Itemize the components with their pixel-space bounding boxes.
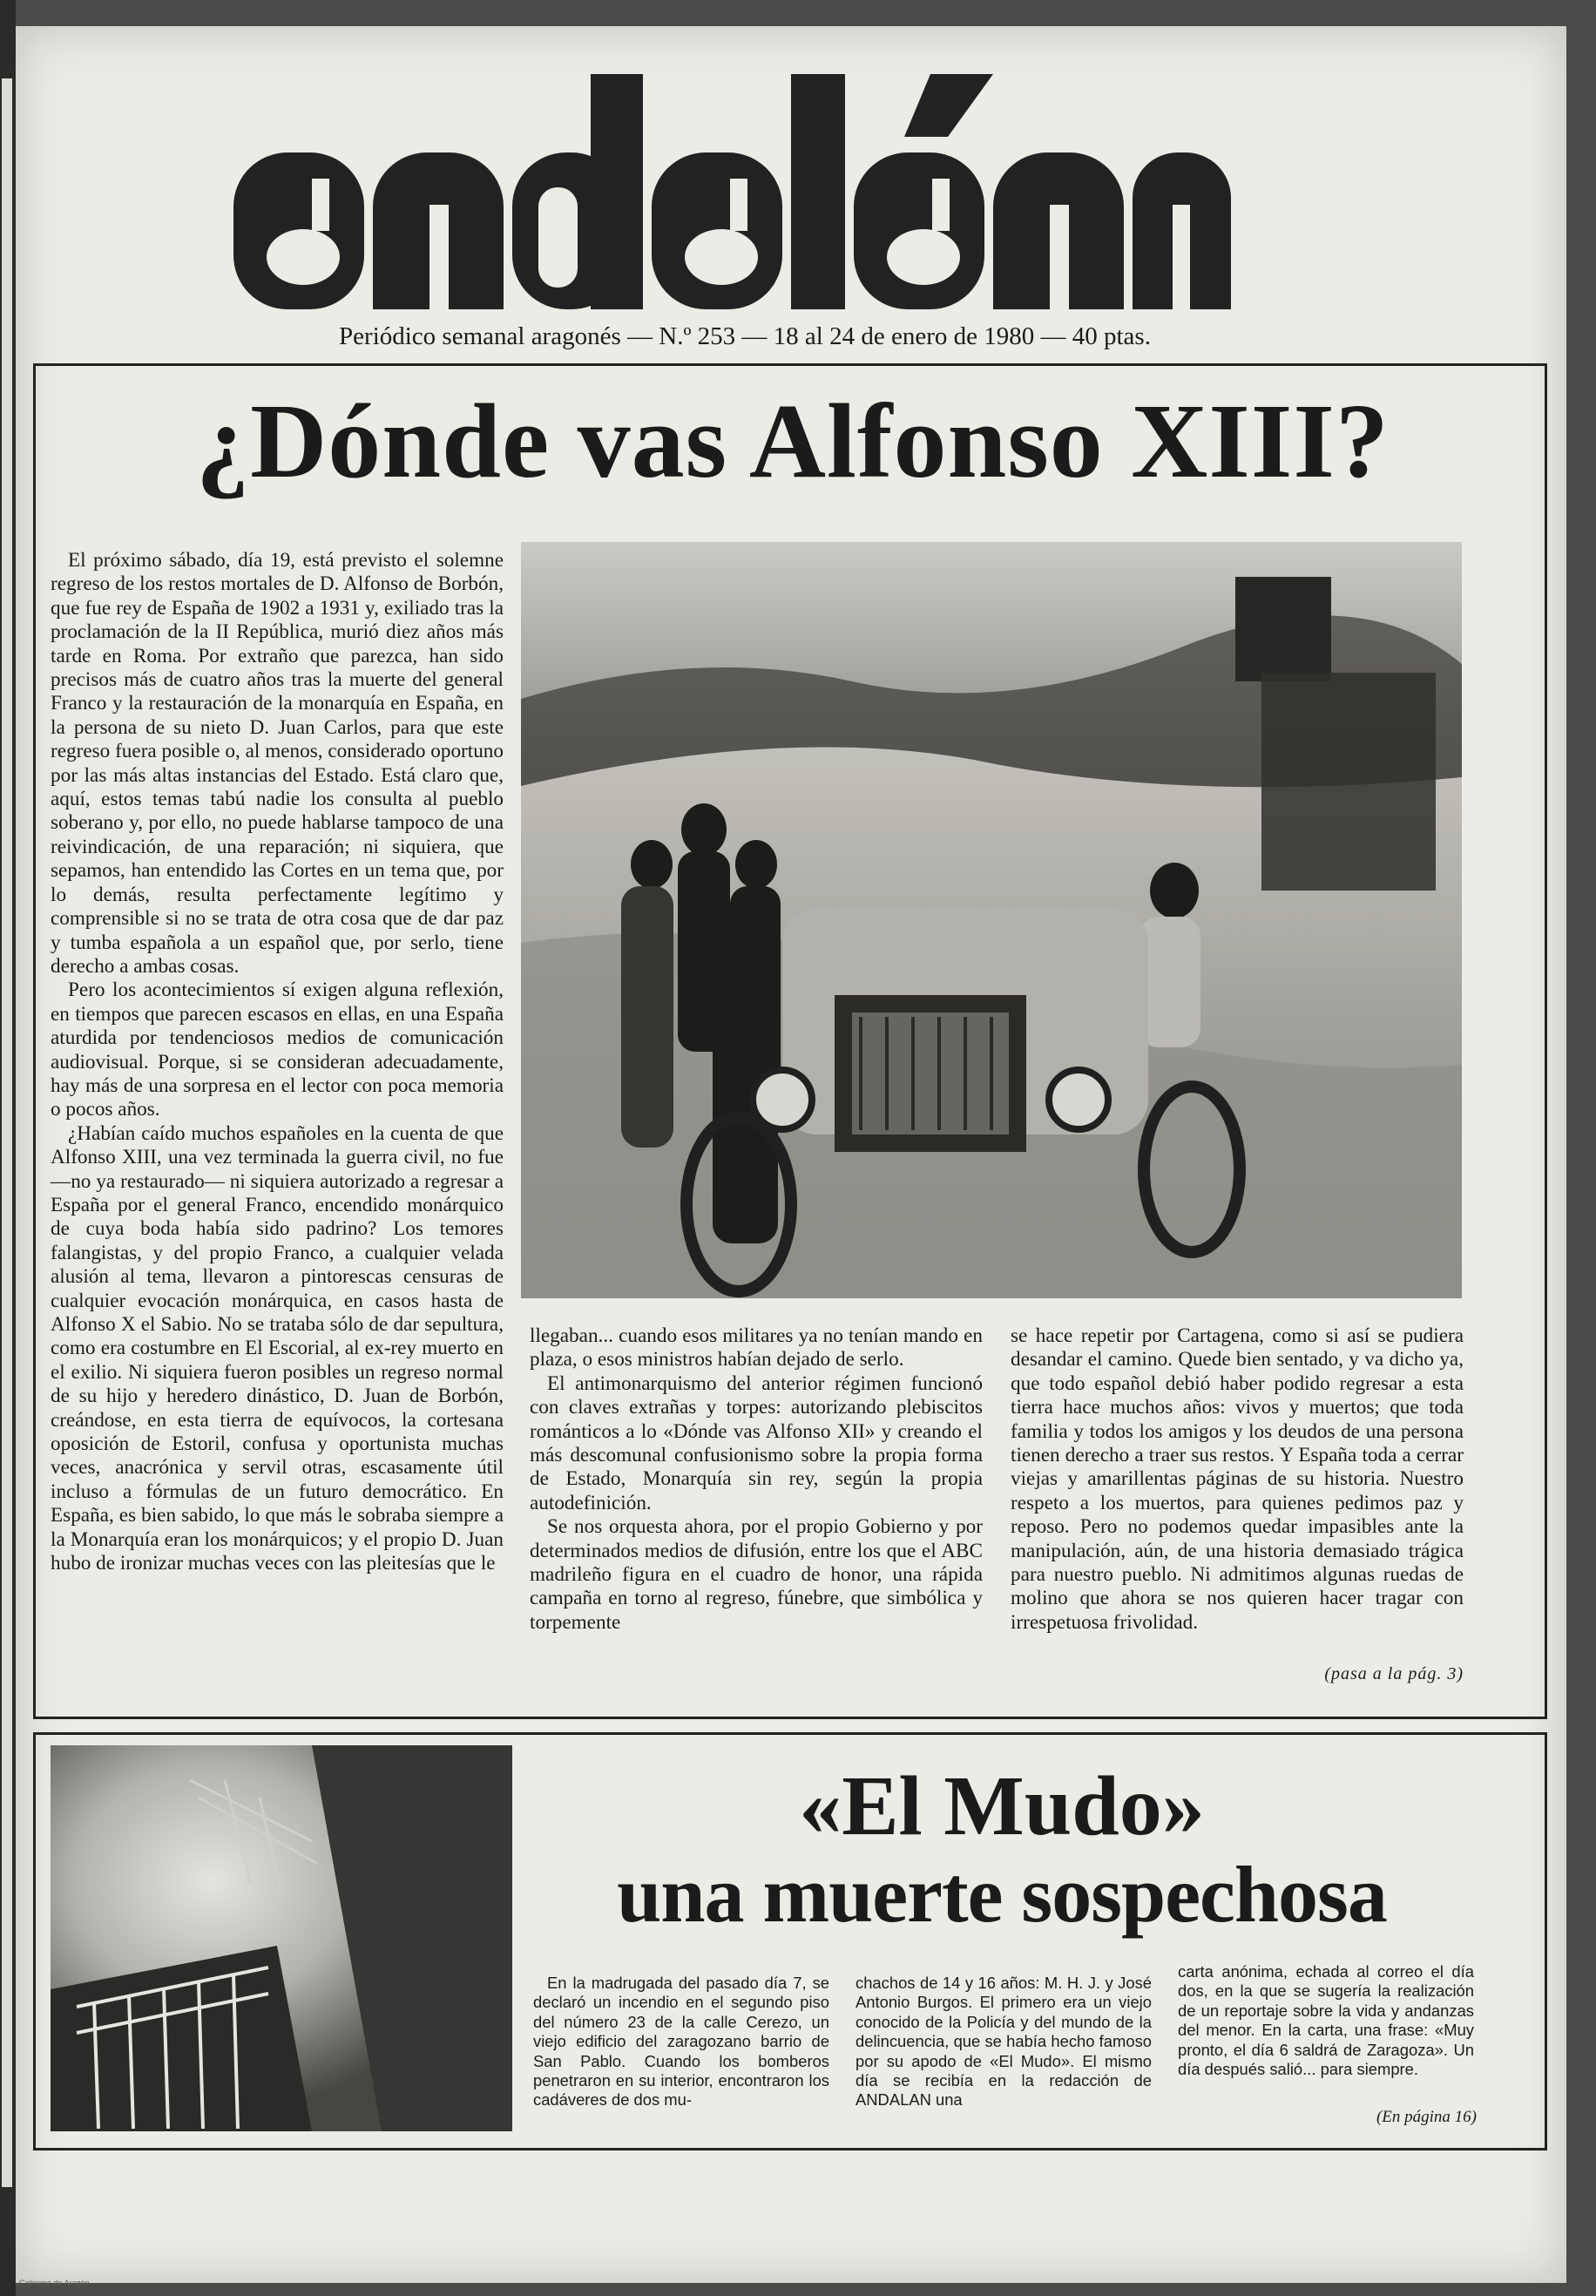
adjacent-page-strip [2, 78, 12, 2187]
second-headline-line-2: una muerte sospechosa [617, 1850, 1387, 1939]
second-column-1: En la madrugada del pasado día 7, se declaró un incendio en el segundo piso del número 23 de la calle Cerezo, un viejo edificio del zaragozano barrio de San Pablo. Cuando los bomberos penetraron en su interior, encontraron los cadáveres de dos mu- [533, 1974, 829, 2110]
lead-column-1 [51, 549, 504, 1699]
lead-col1-para-3: ¿Habían caído muchos españoles en la cuenta de que Alfonso XIII, una vez terminada la guerra civil, no fue —no ya restaurado— ni siquiera autorizado a regresar a España por el general Franco, encendido monárquico de cuya boda había sido padrino? Los temores falangistas, y del propio Franco, a cualquier velada alusión al tema, llevaron a pintorescas censuras de cualquier evocación monárquica, en casos hasta de Alfonso X el Sabio. No se trataba sólo de dar sepultura, como era costumbre en El Escorial, al ex-rey muerto en el exilio. Ni siquiera fueron posibles un regreso normal de su hijo y heredero dinástico, D. Juan de Borbón, creándose, en esta tierra de equívocos, la cortesana oposición de Estoril, confusa y oportunista muchas veces, anacrónica y servil otras, escasamente útil incluso a fórmulas de un futuro democrático. En España, es bien sabido, lo que más le sobraba siempre a la Monarquía eran los monárquicos; y el propio D. Juan hubo de ironizar muchas veces con las pleitesías que le [51, 1121, 504, 1575]
second-column-2: chachos de 14 y 16 años: M. H. J. y José Antonio Burgos. El primero era un viejo conocido de la Policía y del mundo de la delincuencia, que se había hecho famoso por su apodo de «El Mudo». El mismo día se recibía en la redacción de ANDALAN una [855, 1974, 1152, 2110]
lead-col2-para-1: llegaban... cuando esos militares ya no tenían mando en plaza, o esos ministros habían dejado de serlo. [530, 1324, 983, 1372]
lead-column-3 [1011, 1324, 1464, 1664]
second-continuation: (En página 16) [1376, 2108, 1477, 2126]
lead-col1-para-1: El próximo sábado, día 19, está previsto el solemne regreso de los restos mortales de D. Alfonso de Borbón, que fue rey de España de 1902 a 1931 y, exiliado tras la proclamación de la II República, murió diez años más tarde en Roma. Por extraño que parezca, han sido precisos más de cuatro años tras la muerte del general Franco y la restauración de la monarquía en España, en la persona de su nieto D. Juan Carlos, para que este regreso fuera posible o, al menos, considerado oportuno por las más altas instancias del Estado. Está claro que, aquí, estos temas tabú nadie los consulta al pueblo soberano y, por ello, no puede hablarse tampoco de una reivindicación, de una reparación; ni siquiera, que sepamos, han entendido las Cortes en un tema que, por lo demás, resulta perfectamente legítimo y comprensible si no se trata de otra cosa que de dar paz y tumba española a un español que, por serlo, tiene derecho a ambas cosas. [51, 549, 504, 978]
scan-edge [0, 0, 16, 2296]
second-photo-building [51, 1745, 512, 2131]
lead-col2-para-2: El antimonarquismo del anterior régimen funcionó con claves extrañas y torpes: autorizando plebiscitos románticos a lo «Dónde vas Alfonso XII» y creando el más descomunal confusionismo sobre la propia forma de Estado, Monarquía sin rey, según la propia autodefinición. [530, 1372, 983, 1514]
lead-col1-para-2: Pero los acontecimientos sí exigen alguna reflexión, en tiempos que parecen escasos en ellas, en una España aturdida por tendenciosos medios de comunicación audiovisual. Porque, si se consideran adecuadamente, hay más de una sorpresa en el lector con poca memoria o pocos años. [51, 979, 504, 1121]
second-column-3: carta anónima, echada al correo el día dos, en la que se sugería la realización de un reportaje sobre la vida y andanzas del menor. En la carta, una frase: «Muy pronto, el día 6 saldrá de Zaragoza». Un día después salió... para siempre. [1178, 1962, 1474, 2079]
lead-continuation: (pasa a la pág. 3) [1324, 1664, 1464, 1683]
lead-headline: ¿Dónde vas Alfonso XIII? [196, 383, 1390, 500]
scan-credit: Gobierno de Aragón [19, 2279, 90, 2287]
second-headline-line-1: «El Mudo» [799, 1759, 1205, 1853]
lead-photo-car [521, 542, 1462, 1298]
masthead-logo [233, 74, 1231, 311]
lead-column-2 [530, 1324, 983, 1690]
lead-col3-para-1: se hace repetir por Cartagena, como si así se pudiera desandar el camino. Quede bien sentado, y va dicho ya, que todo español debió haber podido regresar a esta tierra hace muchos años: vivos y muertos; que toda familia y todos los amigos y los deudos de una persona tienen derecho a traer sus restos. Y España toda a cerrar viejas y amarillentas páginas de su historia. Nuestro respeto a los muertos, para quienes pedimos paz y reposo. Pero no podemos quedar impasibles ante la manipulación, aún, de una historia demasiado trágica para nuestro pueblo. Ni admitimos algunas ruedas de molino que ahora se nos quieren hacer tragar con irrespetuosa frivolidad. [1011, 1324, 1464, 1634]
masthead-tagline: Periódico semanal aragonés — N.º 253 — 18 al 24 de enero de 1980 — 40 ptas. [339, 322, 1151, 350]
lead-col2-para-3: Se nos orquesta ahora, por el propio Gobierno y por determinados medios de difusión, entre los que el ABC madrileño figura en el cuadro de honor, una rápida campaña en torno al regreso, fúnebre, que simbólica y torpemente [530, 1515, 983, 1634]
